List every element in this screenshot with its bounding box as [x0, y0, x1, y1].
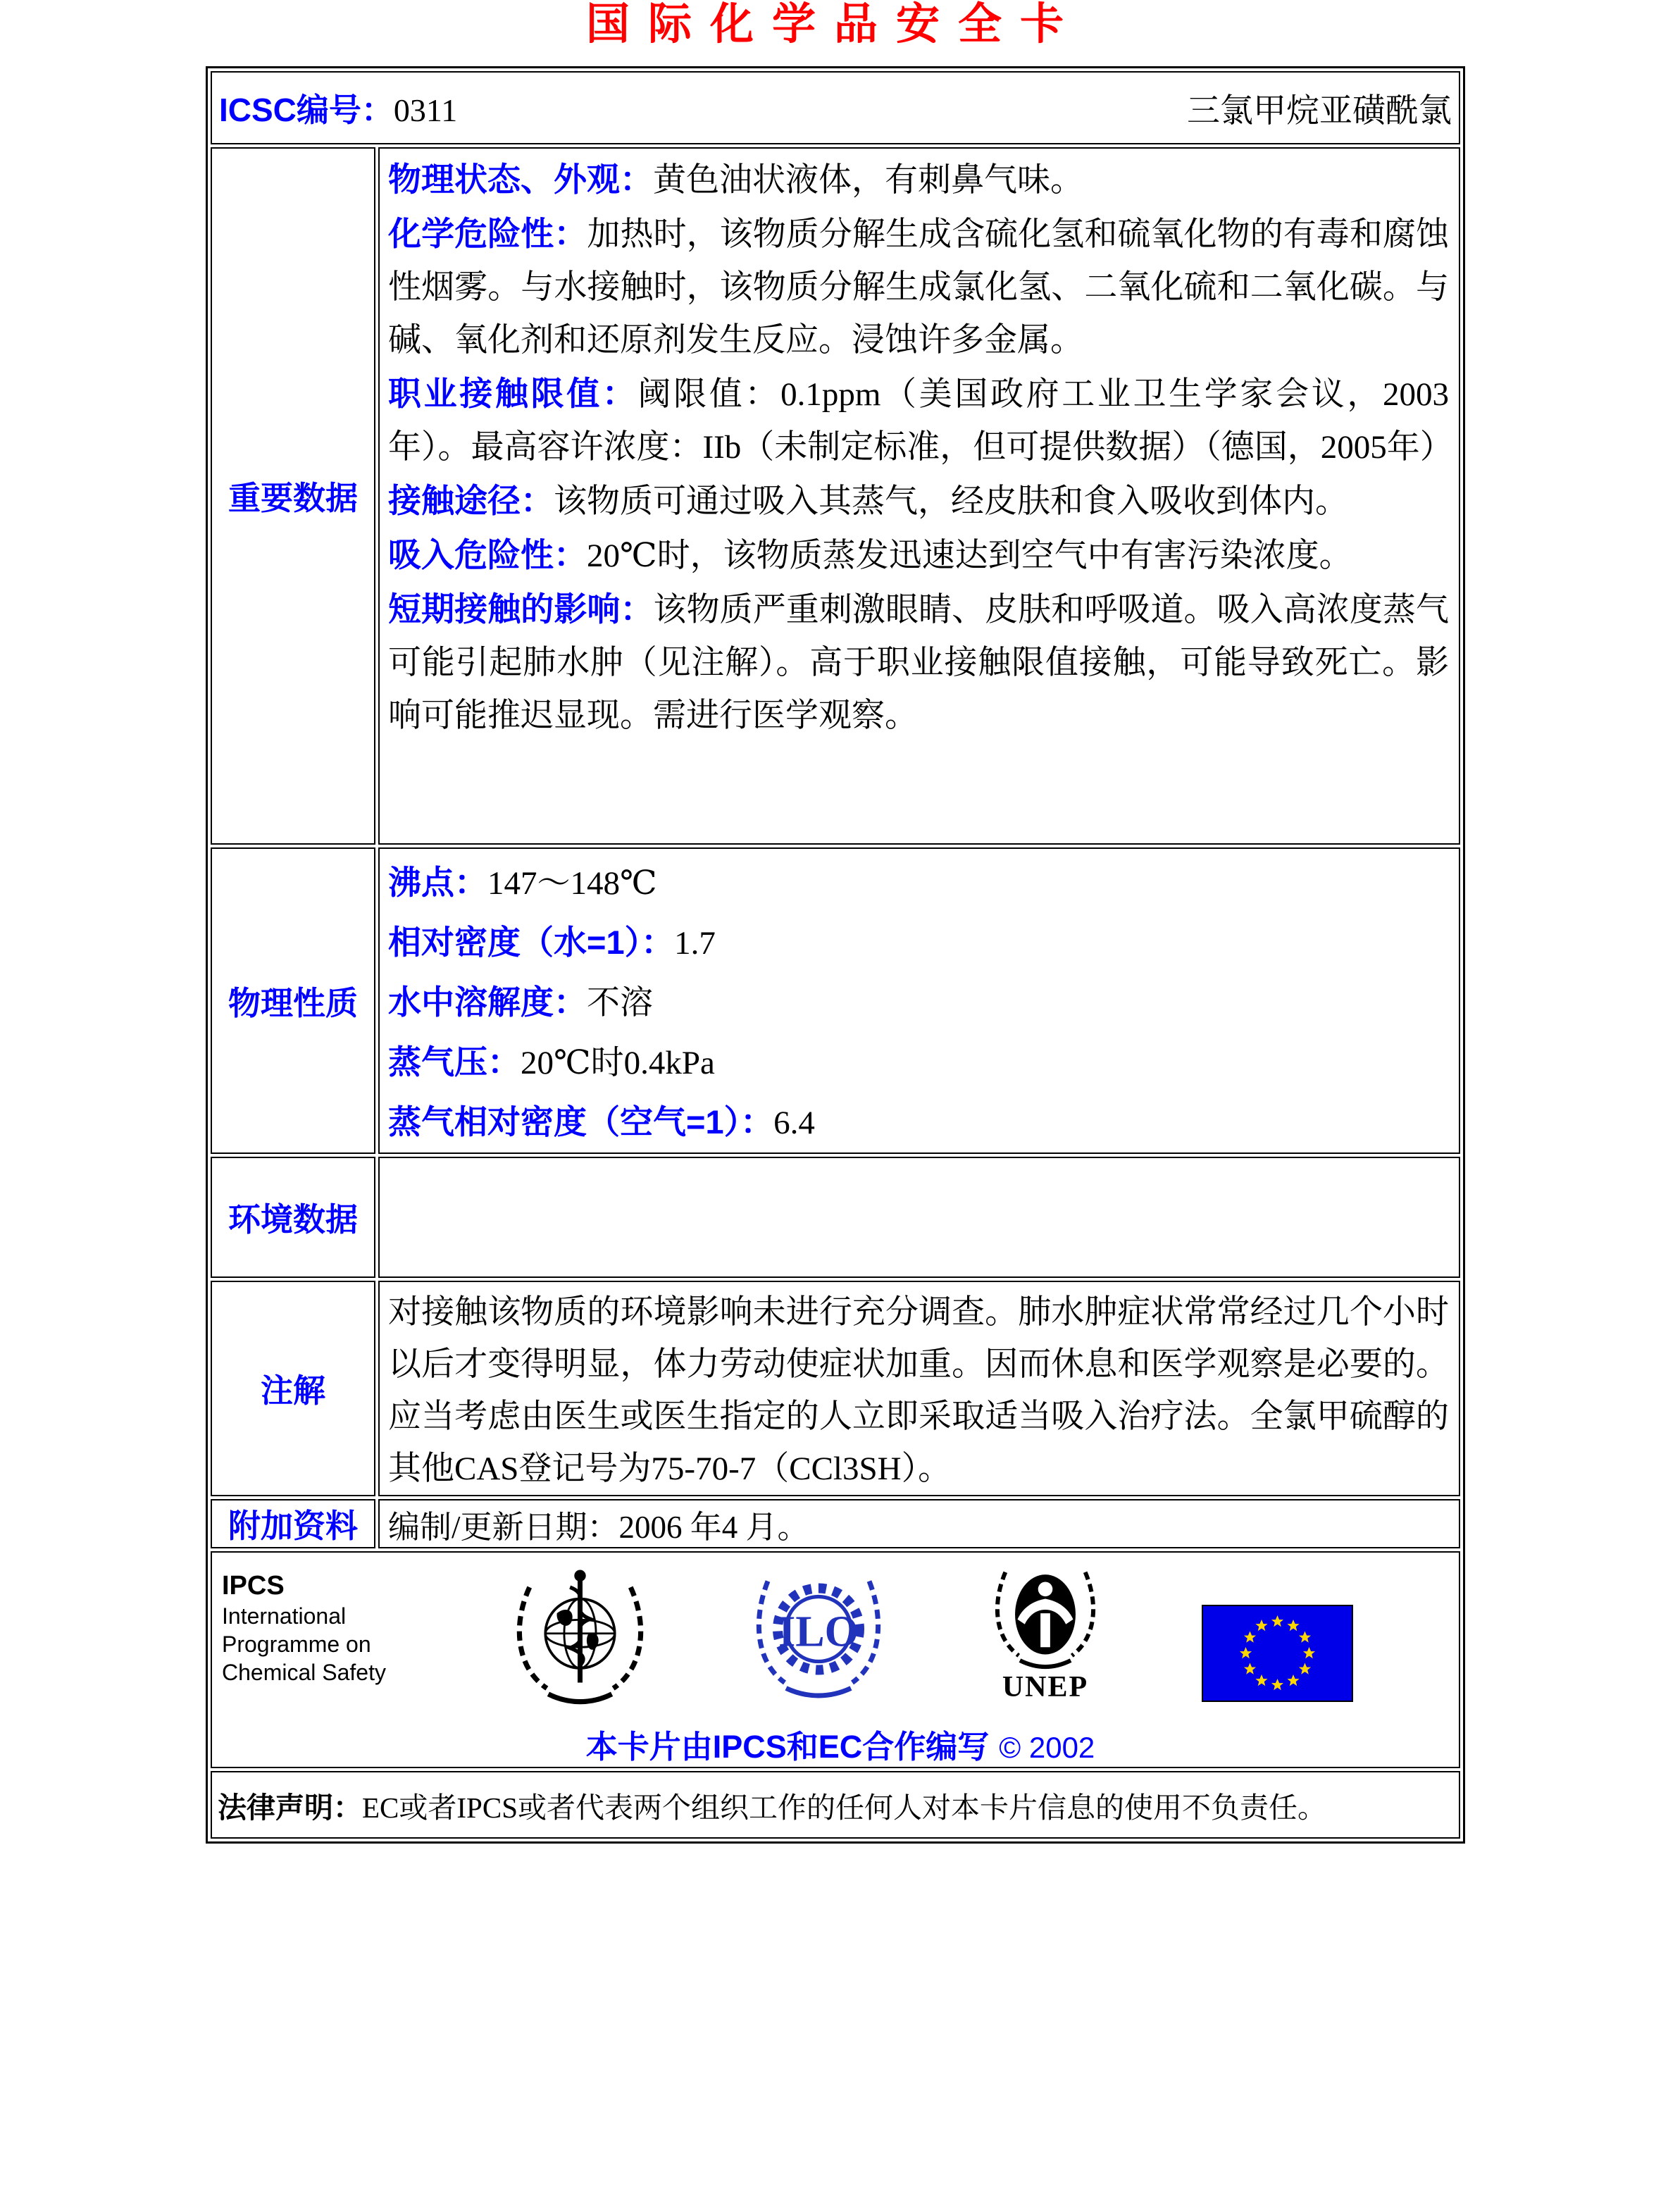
physical-properties-row [211, 847, 1460, 1154]
additional-info-content [378, 1499, 1460, 1548]
unep-label: UNEP [1002, 1671, 1089, 1703]
header-row [211, 71, 1460, 144]
legal-row [211, 1771, 1460, 1839]
important-data-content [378, 147, 1460, 845]
page-title: 国际化学品安全卡 [585, 0, 1082, 49]
icsc-number-value: 0311 [393, 92, 458, 128]
field-label: 物理状态、外观： [388, 161, 653, 198]
row-label-physical-properties: 物理性质 [211, 847, 375, 1154]
update-date: 编制/更新日期：2006 年4 月。 [388, 1509, 809, 1545]
ipcs-line: International [222, 1603, 347, 1629]
field-value: 不溶 [587, 985, 653, 1021]
field-label: 吸入危险性： [388, 536, 587, 573]
ilo-logo-icon [748, 1564, 889, 1712]
ilo-letters: ILO [778, 1608, 859, 1656]
icsc-table [206, 66, 1465, 1844]
eu-flag-icon [1202, 1605, 1353, 1705]
logos-row [211, 1551, 1460, 1768]
header-cell [211, 71, 1460, 144]
logo-row [222, 1562, 1459, 1718]
field-water-solubility [388, 973, 1449, 1033]
icsc-number-group [219, 85, 457, 131]
field-label: 接触途径： [388, 482, 554, 519]
field-value: 该物质可通过吸入其蒸气，经皮肤和食入吸收到体内。 [554, 483, 1348, 520]
field-value: 20℃时，该物质蒸发迅速达到空气中有害污染浓度。 [587, 538, 1352, 574]
ipcs-line: Chemical Safety [222, 1660, 386, 1685]
row-label-notes: 注解 [211, 1281, 375, 1496]
ipcs-acronym: IPCS [222, 1571, 285, 1601]
field-routes-of-exposure [388, 474, 1449, 528]
field-label: 沸点： [388, 864, 487, 901]
field-inhalation-risk [388, 528, 1449, 583]
logos-caption [222, 1721, 1459, 1767]
field-value: 6.4 [773, 1105, 815, 1141]
row-label-environmental-data: 环境数据 [211, 1157, 375, 1278]
notes-text: 对接触该物质的环境影响未进行充分调查。肺水肿症状常常经过几个小时以后才变得明显，体力劳动使症状加重。因而休息和医学观察是必要的。应当考虑由医生或医生指定的人立即采取适当吸入治疗法。全氯甲硫醇的其他CAS登记号为75-70-7（CCl3SH）。 [388, 1294, 1449, 1487]
legal-label: 法律声明： [218, 1791, 362, 1824]
field-value: 阈限值：0.1ppm（美国政府工业卫生学家会议，2003年）。最高容许浓度：IIb（未制定标准，但可提供数据）（德国，2005年） [388, 376, 1453, 466]
row-label-important-data: 重要数据 [211, 147, 375, 845]
field-value: 1.7 [674, 925, 716, 962]
field-occupational-exposure-limits [388, 367, 1453, 474]
field-label: 化学危险性： [388, 215, 587, 252]
who-logo-icon [508, 1567, 652, 1718]
physical-properties-content [378, 847, 1460, 1154]
field-label: 水中溶解度： [388, 983, 587, 1021]
caption-text: 本卡片由IPCS和EC合作编写 [585, 1729, 990, 1765]
field-value: 加热时，该物质分解生成含硫化氢和硫氧化物的有毒和腐蚀性烟雾。与水接触时，该物质分解生成氯化氢、二氧化硫和二氧化碳。与碱、氧化剂和还原剂发生反应。浸蚀许多金属。 [388, 216, 1450, 359]
notes-content [378, 1281, 1460, 1496]
field-value: 147～148℃ [487, 865, 657, 902]
row-label-additional-info: 附加资料 [211, 1499, 375, 1548]
ipcs-line: Programme on [222, 1632, 371, 1657]
field-value: 黄色油状液体，有刺鼻气味。 [653, 162, 1083, 199]
notes-row [211, 1281, 1460, 1496]
legal-cell [211, 1771, 1460, 1839]
field-value: 20℃时0.4kPa [521, 1045, 715, 1081]
field-boiling-point [388, 853, 1449, 913]
environmental-data-row [211, 1157, 1460, 1278]
field-value: 该物质严重刺激眼睛、皮肤和呼吸道。吸入高浓度蒸气可能引起肺水肿（见注解）。高于职业接触限值接触，可能导致死亡。影响可能推迟显现。需进行医学观察。 [388, 592, 1449, 734]
unep-logo-block [985, 1562, 1106, 1703]
field-short-term-effects [388, 583, 1449, 742]
additional-info-row [211, 1499, 1460, 1548]
field-label: 短期接触的影响： [388, 590, 654, 628]
important-data-row [211, 147, 1460, 845]
field-label: 蒸气相对密度（空气=1）： [388, 1103, 774, 1141]
copyright-text: © 2002 [999, 1731, 1095, 1764]
icsc-number-label: ICSC编号： [219, 92, 394, 128]
logos-cell [211, 1551, 1460, 1768]
field-vapour-pressure [388, 1033, 1449, 1093]
field-physical-state [388, 153, 1449, 207]
legal-text: EC或者IPCS或者代表两个组织工作的任何人对本卡片信息的使用不负责任。 [362, 1791, 1326, 1824]
field-relative-density [388, 913, 1449, 973]
field-label: 职业接触限值： [388, 375, 638, 412]
ipcs-text-block [222, 1562, 412, 1686]
field-vapour-density [388, 1093, 1449, 1152]
environmental-data-content [378, 1157, 1460, 1278]
field-chemical-dangers [388, 207, 1449, 367]
field-label: 相对密度（水=1）： [388, 924, 675, 961]
chemical-name: 三氯甲烷亚磺酰氯 [1187, 92, 1452, 130]
field-label: 蒸气压： [388, 1043, 521, 1081]
